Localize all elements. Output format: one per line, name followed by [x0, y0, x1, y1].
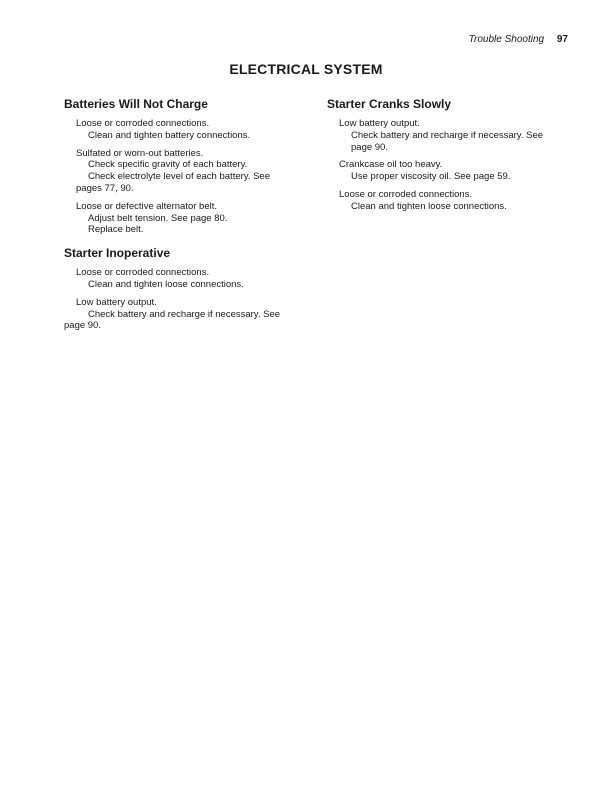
remedy-text: page 90. — [351, 141, 388, 153]
troubleshoot-item — [76, 118, 306, 142]
remedy-text: Use proper viscosity oil. See page 59. — [351, 171, 511, 183]
section-heading: Batteries Will Not Charge — [64, 97, 208, 111]
troubleshoot-item — [339, 118, 567, 153]
section-batteries-will-not-charge — [64, 97, 306, 236]
remedy-text: Check specific gravity of each battery. — [88, 159, 248, 171]
cause-text: Sulfated or worn-out batteries. — [76, 147, 204, 159]
troubleshoot-item — [76, 148, 306, 195]
troubleshoot-item — [76, 201, 306, 236]
remedy-continuation: pages 77, 90. — [76, 182, 134, 194]
cause-text: Low battery output. — [76, 296, 157, 308]
troubleshoot-item — [64, 296, 306, 332]
right-column — [327, 97, 567, 223]
remedy-text: Check battery and recharge if necessary. See — [88, 308, 281, 320]
section-heading: Starter Inoperative — [64, 246, 171, 261]
section-starter-cranks-slowly — [327, 97, 567, 213]
troubleshoot-item — [76, 267, 306, 291]
remedy-text: Check battery and recharge if necessary. See — [351, 129, 544, 141]
page-number: 97 — [556, 34, 568, 45]
remedy-text: Clean and tighten battery connections. — [88, 129, 251, 141]
remedy-text: Adjust belt tension. See page 80. — [88, 212, 228, 224]
section-starter-inoperative — [64, 246, 306, 332]
cause-text: Loose or corroded connections. — [76, 267, 210, 279]
cause-text: Loose or corroded connections. — [339, 188, 473, 200]
section-name: Trouble Shooting — [468, 34, 545, 45]
remedy-text: Clean and tighten loose connections. — [351, 200, 507, 212]
cause-text: Loose or corroded connections. — [76, 118, 210, 129]
section-heading: Starter Cranks Slowly — [327, 97, 452, 111]
cause-text: Low battery output. — [339, 118, 420, 129]
page-title: ELECTRICAL SYSTEM — [229, 61, 383, 77]
remedy-continuation: page 90. — [64, 320, 101, 332]
cause-text: Crankcase oil too heavy. — [339, 159, 443, 171]
running-header — [469, 34, 568, 45]
remedy-text: Clean and tighten loose connections. — [88, 278, 244, 290]
troubleshoot-item — [339, 159, 567, 183]
remedy-text: Check electrolyte level of each battery. See — [88, 171, 271, 183]
remedy-text: Replace belt. — [88, 224, 144, 236]
troubleshoot-item — [339, 189, 567, 213]
left-column — [64, 97, 306, 342]
cause-text: Loose or defective alternator belt. — [76, 200, 218, 212]
